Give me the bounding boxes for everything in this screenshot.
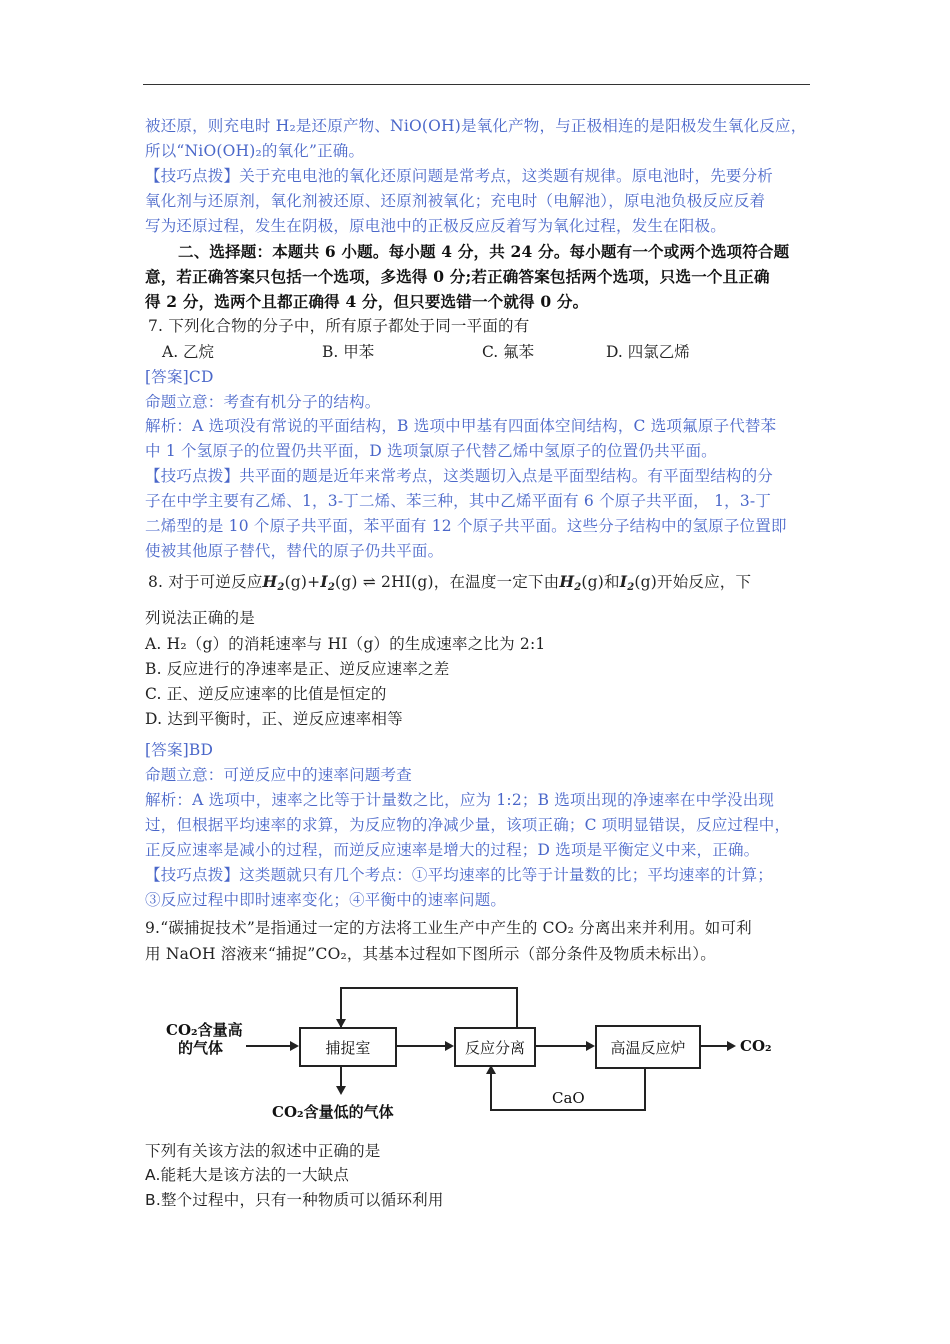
q8-analysis-2: 过，但根据平均速率的求算，为反应物的净减少量，该项正确；C 项明显错误，反应过程中， [145,816,791,834]
q7-stem: 7. 下列化合物的分子中，所有原子都处于同一平面的有 [148,317,530,335]
cao-loop-right-line [644,1067,646,1109]
q8-option-c: C. 正、逆反应速率的比值是恒定的 [145,685,387,703]
q7-option-c: C. 氟苯 [482,343,535,361]
q8-stem-part-e: (g)开始反应，下 [634,573,752,591]
q8-analysis-3: 正反应速率是减小的过程，而逆反应速率是增大的过程；D 选项是平衡定义中来，正确。 [145,841,760,859]
q7-options [162,340,722,360]
q8-stem-2: 列说法正确的是 [145,609,255,627]
i2-formula: $I_2$ [320,572,335,593]
i2-formula: $I_2$ [619,572,635,593]
q8-stem [148,572,751,592]
q9-stem-2: 用 NaOH 溶液来“捕捉”CO₂，其基本过程如下图所示（部分条件及物质未标出）。 [145,945,716,963]
box1-to-box2-arrow [445,1041,454,1051]
input-gas-label-1: CO₂含量高 [166,1021,243,1039]
intro-line-1: 被还原，则充电时 H₂是还原产物、NiO(OH)是氧化产物，与正极相连的是阳极发生氧化反应， [145,117,807,135]
section-heading-3: 得 2 分，选两个且都正确得 4 分，但只要选错一个就得 0 分。 [145,292,589,311]
intro-tip-2: 氧化剂与还原剂，氧化剂被还原、还原剂被氧化；充电时（电解池），原电池负极反应反着 [145,192,766,210]
q8-option-a: A. H₂（g）的消耗速率与 HI（g）的生成速率之比为 2:1 [145,635,546,653]
output-arrow-line [699,1045,729,1047]
box1-down-arrow [336,1086,346,1095]
q8-tip-1: 【技巧点拨】这类题就只有几个考点：①平均速率的比等于计量数的比；平均速率的计算； [145,866,774,884]
q8-stem-part-d: (g)和 [581,573,620,591]
q7-tip-3: 二烯型的是 10 个原子共平面，苯平面有 12 个原子共平面。这些分子结构中的氢原子位置即 [145,517,787,535]
q7-tip-1: 【技巧点拨】共平面的题是近年来常考点，这类题切入点是平面型结构。有平面型结构的分 [145,467,774,485]
q7-option-a: A. 乙烷 [162,343,215,361]
q8-stem-part-c: (g) ⇌ 2HI(g)，在温度一定下由 [335,573,560,591]
q9-option-a: A.能耗大是该方法的一大缺点 [145,1166,350,1184]
high-temp-furnace-label: 高温反应炉 [610,1038,686,1057]
capture-chamber-box [299,1027,397,1067]
cao-label: CaO [552,1089,585,1107]
intro-tip-1: 【技巧点拨】关于充电电池的氧化还原问题是常考点，这类题有规律。原电池时，先要分析 [145,167,774,185]
q9-question: 下列有关该方法的叙述中正确的是 [145,1142,381,1160]
box1-to-box2-line [395,1045,447,1047]
cao-loop-bottom-line [490,1109,646,1111]
high-temp-furnace-box [595,1025,701,1069]
q7-option-b: B. 甲苯 [322,343,375,361]
box2-to-box3-arrow [586,1041,595,1051]
input-arrow-head [290,1041,299,1051]
q9-stem-1: 9.“碳捕捉技术”是指通过一定的方法将工业生产中产生的 CO₂ 分离出来并利用。如可利 [145,919,752,937]
q8-option-d: D. 达到平衡时，正、逆反应速率相等 [145,710,403,728]
q8-option-b: B. 反应进行的净速率是正、逆反应速率之差 [145,660,450,678]
q8-stem-part-a: 8. 对于可逆反应 [148,573,263,591]
intro-tip-3: 写为还原过程，发生在阴极，原电池中的正极反应反着写为氧化过程，发生在阳极。 [145,217,726,235]
q7-tip-4: 使被其他原子替代，替代的原子仍共平面。 [145,542,444,560]
cao-loop-left-line [490,1073,492,1111]
q8-intent: 命题立意：可逆反应中的速率问题考查 [145,766,412,784]
box2-to-box3-line [534,1045,588,1047]
q7-analysis-1: 解析：A 选项没有常说的平面结构，B 选项中甲基有四面体空间结构，C 选项氟原子代替苯 [145,417,777,435]
input-gas-label-2: 的气体 [178,1039,224,1057]
box1-down-line [340,1065,342,1087]
output-co2-label: CO₂ [740,1037,772,1055]
section-heading-1: 二、选择题：本题共 6 小题。每小题 4 分，共 24 分。每小题有一个或两个选项符合题 [178,242,790,261]
q7-analysis-2: 中 1 个氢原子的位置仍共平面，D 选项氯原子代替乙烯中氢原子的位置仍共平面。 [145,442,717,460]
q8-tip-2: ③反应过程中即时速率变化；④平衡中的速率问题。 [145,891,507,909]
cao-loop-arrow-up [486,1065,496,1074]
h2-formula: $H_2$ [262,572,285,593]
loop-top-line [340,987,518,989]
q9-option-b: B.整个过程中，只有一种物质可以循环利用 [145,1191,444,1209]
q7-option-d: D. 四氯乙烯 [606,343,690,361]
carbon-capture-diagram [160,975,780,1135]
h2-formula: $H_2$ [559,572,582,593]
input-arrow-line [246,1045,292,1047]
reaction-separation-label: 反应分离 [464,1038,525,1057]
low-co2-gas-label: CO₂含量低的气体 [272,1103,394,1121]
q7-answer: [答案]CD [145,368,214,386]
q8-stem-part-b: (g)+ [284,573,321,591]
q7-tip-2: 子在中学主要有乙烯、1，3-丁二烯、苯三种，其中乙烯平面有 6 个原子共平面， 1，3-丁 [145,492,772,510]
reaction-separation-box [454,1027,536,1067]
section-heading-2: 意，若正确答案只包括一个选项，多选得 0 分;若正确答案包括两个选项，只选一个且正确 [145,267,770,286]
capture-chamber-label: 捕捉室 [325,1038,371,1057]
header-rule [143,84,810,85]
q7-intent: 命题立意：考查有机分子的结构。 [145,393,381,411]
q8-answer: [答案]BD [145,741,214,759]
intro-line-2: 所以“NiO(OH)₂的氧化”正确。 [145,142,365,160]
q8-analysis-1: 解析：A 选项中，速率之比等于计量数之比，应为 1:2；B 选项出现的净速率在中学没出现 [145,791,775,809]
output-arrow-head [727,1041,736,1051]
loop-top-right-line [516,987,518,1027]
